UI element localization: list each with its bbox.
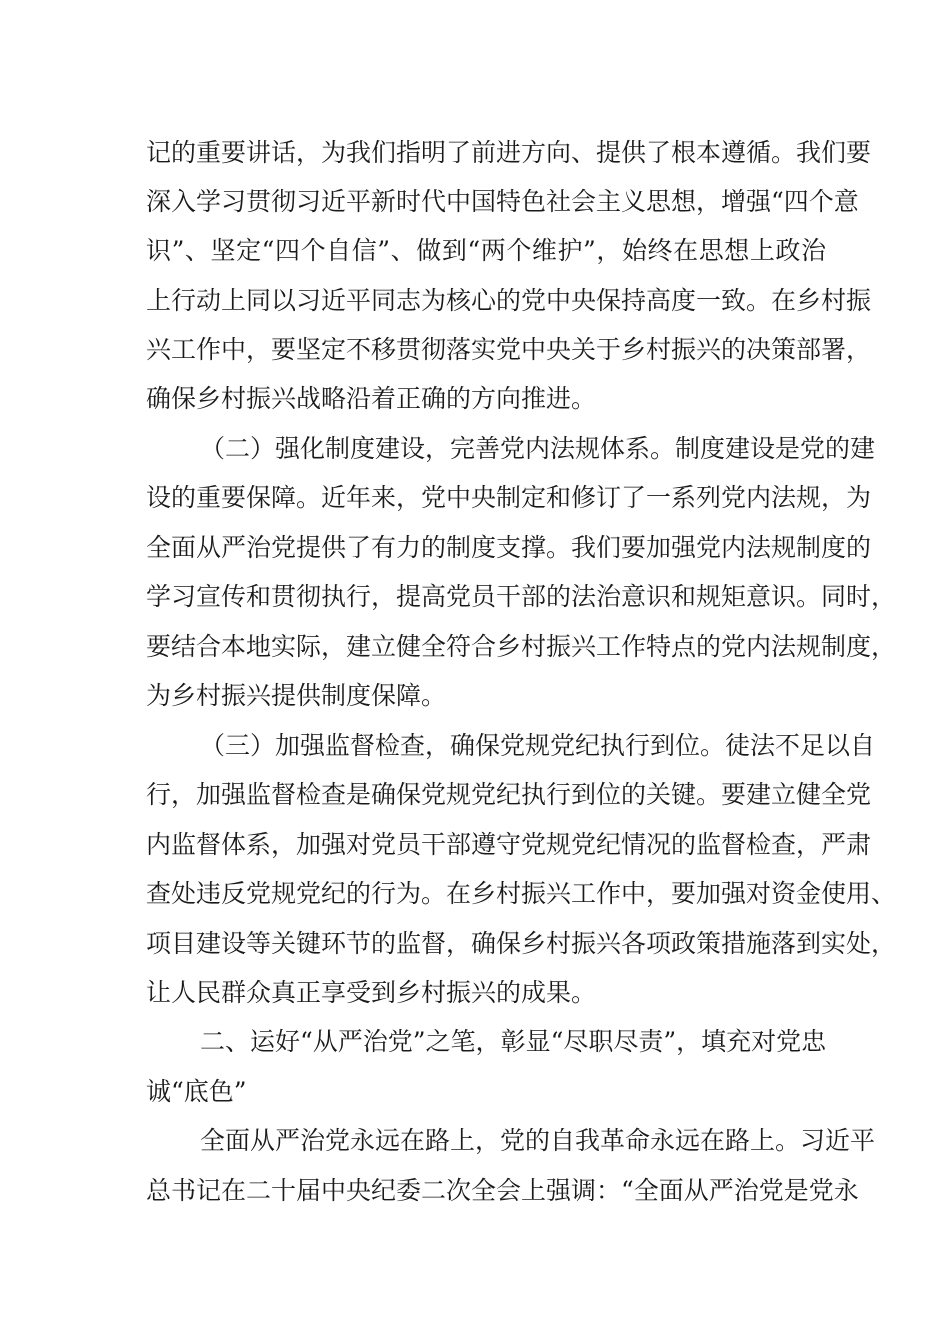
paragraph-line: 总书记在二十届中央纪委二次全会上强调：“全面从严治党是党永 <box>146 1176 859 1205</box>
section-heading-line: 诚“底色” <box>146 1077 247 1106</box>
paragraph-line: （三）加强监督检查，确保党规党纪执行到位。徒法不足以自 <box>200 731 876 760</box>
paragraph-line: 全面从严治党永远在路上，党的自我革命永远在路上。习近平 <box>200 1126 876 1155</box>
paragraph-line: 记的重要讲话，为我们指明了前进方向、提供了根本遵循。我们要 <box>146 138 872 167</box>
paragraph-line: 全面从严治党提供了有力的制度支撑。我们要加强党内法规制度的 <box>146 533 872 562</box>
section-heading-line: 二、运好“从严治党”之笔，彰显“尽职尽责”，填充对党忠 <box>200 1027 827 1056</box>
paragraph-line: 行，加强监督检查是确保党规党纪执行到位的关键。要建立健全党 <box>146 780 872 809</box>
paragraph-line: 让人民群众真正享受到乡村振兴的成果。 <box>146 978 597 1007</box>
paragraph-line: （二）强化制度建设，完善党内法规体系。制度建设是党的建 <box>200 434 876 463</box>
paragraph-line: 内监督体系，加强对党员干部遵守党规党纪情况的监督检查，严肃 <box>146 830 872 859</box>
paragraph-line: 确保乡村振兴战略沿着正确的方向推进。 <box>146 384 597 413</box>
paragraph-line: 查处违反党规党纪的行为。在乡村振兴工作中，要加强对资金使用、 <box>146 879 897 908</box>
paragraph-line: 学习宣传和贯彻执行，提高党员干部的法治意识和规矩意识。同时， <box>146 582 897 611</box>
paragraph-line: 为乡村振兴提供制度保障。 <box>146 681 447 710</box>
paragraph-line: 识”、坚定“四个自信”、做到“两个维护”，始终在思想上政治 <box>146 236 826 265</box>
paragraph-line: 要结合本地实际，建立健全符合乡村振兴工作特点的党内法规制度， <box>146 632 897 661</box>
paragraph-line: 深入学习贯彻习近平新时代中国特色社会主义思想，增强“四个意 <box>146 187 859 216</box>
paragraph-line: 兴工作中，要坚定不移贯彻落实党中央关于乡村振兴的决策部署， <box>146 335 872 364</box>
paragraph-line: 设的重要保障。近年来，党中央制定和修订了一系列党内法规，为 <box>146 483 872 512</box>
paragraph-line: 上行动上同以习近平同志为核心的党中央保持高度一致。在乡村振 <box>146 286 872 315</box>
paragraph-line: 项目建设等关键环节的监督，确保乡村振兴各项政策措施落到实处， <box>146 929 897 958</box>
